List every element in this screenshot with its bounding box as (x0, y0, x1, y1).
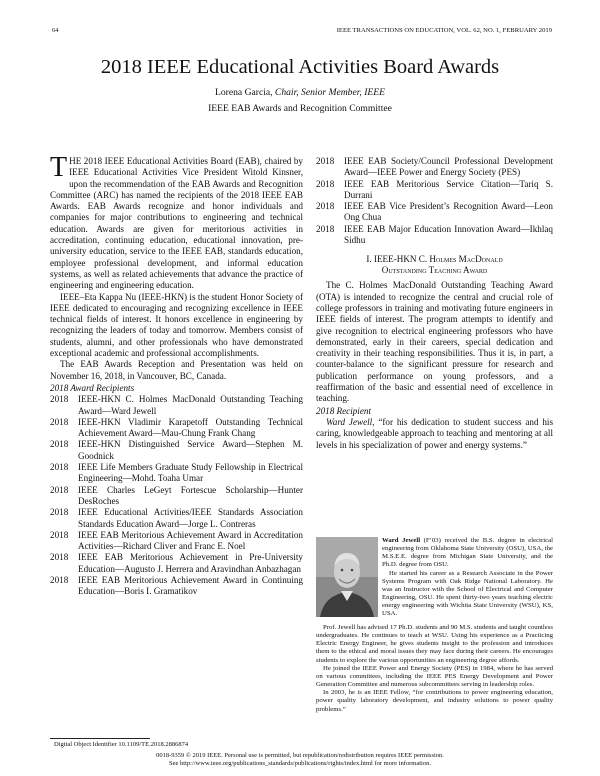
award-text: IEEE EAB Meritorious Achievement Award in Accreditation Activities—Richard Cliver and Franc E. Noel (78, 529, 303, 552)
bio-paragraph-2: He started his career as a Research Associate in the Power Systems Program with Oak Ridge National Laboratory. He was an Instructor with the School of Electrical and Computer Engineering, OSU. He spent thirty-two years teaching electric energy engineering with Wichita State University (WSU), KS, USA. (382, 569, 553, 618)
award-year: 2018 (50, 574, 69, 585)
page-number: 64 (52, 27, 59, 34)
recipient-citation: Ward Jewell, “for his dedication to student success and his caring, knowledgeable approach to teaching and mentoring at all levels in his specialization of power and energy systems.” (316, 416, 553, 450)
award-year: 2018 (316, 178, 335, 189)
section-heading (316, 254, 553, 276)
author-photo (316, 537, 378, 617)
award-list-right (316, 156, 553, 246)
award-text: IEEE Educational Activities/IEEE Standards Association Standards Education Award—Jorge L. Contreras (78, 507, 303, 529)
award-text: IEEE EAB Meritorious Service Citation—Tariq S. Durrani (344, 178, 553, 200)
award-list-left (50, 394, 303, 597)
award-year: 2018 (50, 439, 69, 450)
footnote-rule (50, 738, 150, 739)
award-year: 2018 (316, 156, 335, 166)
award-year: 2018 (50, 416, 69, 427)
award-item (50, 575, 303, 598)
award-text: IEEE-HKN Vladimir Karapetoff Outstanding Technical Achievement Award—Mau-Chung Frank Chang (78, 416, 303, 439)
award-item (316, 224, 553, 247)
bio-text-full (316, 624, 553, 714)
award-text: IEEE EAB Meritorious Achievement in Pre-University Education—Augusto J. Herrera and Aravindhan Anbazhagan (78, 552, 303, 574)
award-text: IEEE EAB Major Education Innovation Award—Ikhlaq Sidhu (344, 223, 553, 246)
award-item (50, 552, 303, 575)
award-text: IEEE Life Members Graduate Study Fellowship in Electrical Engineering—Mohd. Toaha Umar (78, 462, 303, 484)
intro-paragraph-2: IEEE–Eta Kappa Nu (IEEE-HKN) is the student Honor Society of IEEE dedicated to encouraging and recognizing excellence in IEEE technical fields of interest. It honors excellence in engineering by recognizing the leaders of today and tomorrow. Members consist of students, alumni, and other professionals who have demonstrated exceptional academic and professional accomplishments. (50, 291, 303, 359)
intro-paragraph-3: The EAB Awards Reception and Presentation was held on November 16, 2018, in Vancouver, BC, Canada. (50, 359, 303, 381)
award-year: 2018 (50, 529, 69, 540)
bio-paragraph-3: Prof. Jewell has advised 17 Ph.D. students and 90 M.S. students and taught countless undergraduates. He continues to teach at WSU. Using his experience as a Practicing Electric Energy Engineer, he gives students insight to the profession and introduces them to the ethical and moral issues they may face during their careers. He encourages students to explore the various opportunities an engineering degree affords. (316, 624, 553, 664)
section-heading-line2: Outstanding Teaching Award (381, 265, 488, 276)
award-year: 2018 (50, 462, 69, 473)
drop-cap: T (50, 152, 68, 183)
running-head (0, 27, 600, 39)
award-item (50, 417, 303, 440)
award-text: IEEE EAB Meritorious Achievement Award in Continuing Education—Boris I. Gramatikov (78, 574, 303, 597)
doi: Digital Object Identifier 10.1109/TE.2018.2886874 (54, 741, 189, 748)
award-text: IEEE EAB Society/Council Professional Development Award—IEEE Power and Energy Society (PES) (344, 156, 553, 178)
recipient-heading: 2018 Recipient (316, 405, 371, 416)
award-year: 2018 (50, 394, 69, 405)
award-item (50, 462, 303, 485)
award-item (316, 156, 553, 179)
award-text: IEEE-HKN Distinguished Service Award—Stephen M. Goodnick (78, 439, 303, 461)
section-body: The C. Holmes MacDonald Outstanding Teaching Award (OTA) is intended to recognize the central and crucial role of college professors in training and motivating future engineers in IEEE fields of interest. The program attempts to identify and give recognition to electrical engineering professors who have demonstrated, early in their careers, special dedication and creativity in their teaching responsibilities. Thus it is, in part, a counter-balance to the significant pressure for research and publication performance on young professors, and a reaffirmation of the basic and essential need of excellence in teaching. (316, 280, 553, 404)
award-year: 2018 (50, 552, 69, 563)
copyright-line-1: 0018-9359 © 2019 IEEE. Personal use is permitted, but republication/redistribution requires IEEE permission. (156, 752, 444, 759)
award-item (316, 201, 553, 224)
award-year: 2018 (316, 223, 335, 234)
award-text: IEEE Charles LeGeyt Fortescue Scholarship—Hunter DesRoches (78, 484, 303, 506)
bio-paragraph-5: In 2003, he is an IEEE Fellow, “for contributions to power engineering education, power quality laboratory development, and industry solutions to power quality problems.” (316, 689, 553, 713)
intro-paragraph-1: THE 2018 IEEE Educational Activities Board (EAB), chaired by IEEE Educational Activities Vice President Witold Kinsner, upon the recommendation of the EAB Awards and Recognition Committee (ARC) has named the recipients of the 2018 IEEE EAB Awards. EAB Awards recognize and honor individuals and companies for major contributions to engineering and technical education. Awards are given for meritorious activities in accreditation, continuing education, educational innovation, pre-university education, service to the IEEE EAB, standards education, employee professional development, and informal education systems, as well as related achievements that advance the practice of engineering and engineering education. (50, 152, 303, 291)
copyright-line-2: See http://www.ieee.org/publications_standards/publications/rights/index.html for more information. (169, 760, 431, 768)
journal-header: IEEE TRANSACTIONS ON EDUCATION, VOL. 62, NO. 1, FEBRUARY 2019 (336, 27, 552, 34)
citation-name: Ward Jewell, (326, 416, 375, 427)
award-item (50, 439, 303, 462)
bio-name: Ward Jewell (382, 537, 421, 544)
copyright-notice (0, 752, 600, 768)
award-item (50, 530, 303, 553)
award-text: IEEE EAB Vice President’s Recognition Award—Leon Ong Chua (344, 201, 553, 223)
author-line (0, 87, 600, 98)
bio-text-wrapped: Ward Jewell (F’03) received the B.S. degree in electrical engineering from Oklahoma State University (OSU), USA, the M.S.E.E. degree from Michigan State University, and the Ph.D. degree from OSU. He started his career as a Research Associate in the Power Systems Program with Oak Ridge National Laboratory. He was an Instructor with the School of Electrical and Computer Engineering, OSU. He spent thirty-two years teaching electric energy engineering with Wichita State University (WSU), KS, USA. (382, 537, 554, 618)
author-affiliation: IEEE EAB Awards and Recognition Committee (208, 103, 392, 114)
award-item (50, 485, 303, 508)
award-year: 2018 (50, 507, 69, 518)
award-item (50, 507, 303, 530)
award-year: 2018 (50, 484, 69, 495)
section-heading-line1: I. IEEE-HKN C. Holmes MacDonald (366, 254, 503, 265)
award-item (50, 394, 303, 417)
author-name: Lorena Garcia, (215, 87, 273, 98)
award-text: IEEE-HKN C. Holmes MacDonald Outstanding Teaching Award—Ward Jewell (78, 394, 303, 416)
paper-title: 2018 IEEE Educational Activities Board Awards (100, 56, 500, 78)
right-column (316, 156, 553, 451)
award-item (316, 179, 553, 202)
bio-paragraph-4: He joined the IEEE Power and Energy Society (PES) in 1984, where he has served on various committees, including the IEEE PES Energy Development and Power Generation Committee and numerous subcommittees serving in leadership roles. (316, 664, 553, 689)
award-year: 2018 (316, 201, 335, 212)
left-column (50, 152, 303, 598)
recipients-heading: 2018 Award Recipients (50, 382, 135, 393)
author-role: Chair, Senior Member, IEEE (272, 87, 385, 98)
